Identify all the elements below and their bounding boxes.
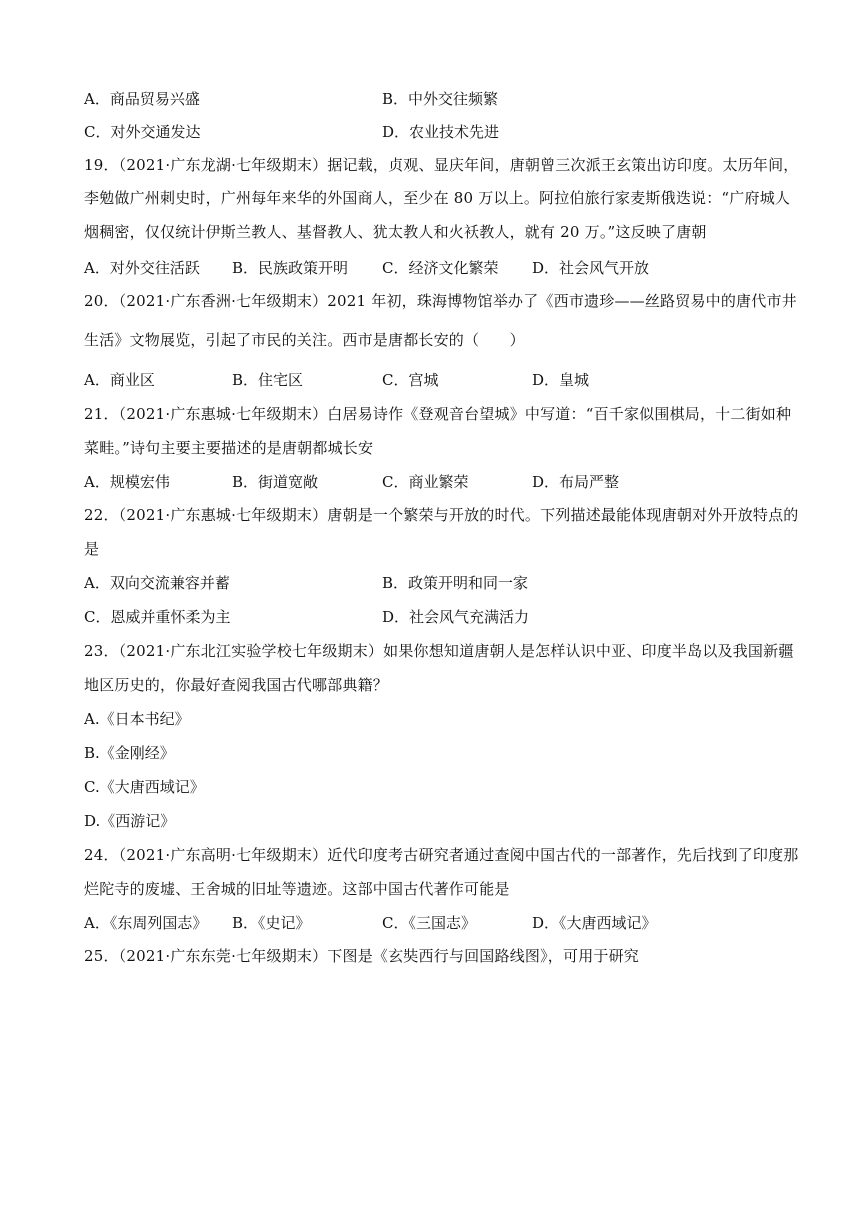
q18-option-b: B．中外交往频繁 bbox=[382, 90, 499, 108]
q24-stem-line1: 24．（2021·广东高明·七年级期末）近代印度考古研究者通过查阅中国古代的一部著作，先后找到了印度那 bbox=[84, 846, 799, 864]
q22-option-a: A．双向交流兼容并蓄 bbox=[84, 574, 230, 592]
q20-option-a: A．商业区 bbox=[84, 371, 155, 389]
q24-stem-line2: 烂陀寺的废墟、王舍城的旧址等遗迹。这部中国古代著作可能是 bbox=[84, 880, 510, 898]
q23-option-d: D.《西游记》 bbox=[84, 812, 176, 830]
q23-option-a: A.《日本书纪》 bbox=[84, 710, 190, 728]
q21-option-a: A．规模宏伟 bbox=[84, 473, 170, 491]
q21-stem-line2: 菜畦。”诗句主要主要描述的是唐朝都城长安 bbox=[84, 439, 374, 457]
q19-stem-line2: 李勉做广州刺史时，广州每年来华的外国商人，至少在 80 万以上。阿拉伯旅行家麦斯俄迭说：“广府城人 bbox=[84, 189, 791, 207]
q19-option-d: D．社会风气开放 bbox=[532, 259, 650, 277]
q24-option-a: A．《东周列国志》 bbox=[84, 914, 208, 932]
q18-option-a: A．商品贸易兴盛 bbox=[84, 90, 200, 108]
q25-stem-line1: 25．（2021·广东东莞·七年级期末）下图是《玄奘西行与回国路线图》，可用于研究 bbox=[84, 947, 640, 965]
q18-option-d: D．农业技术先进 bbox=[382, 123, 500, 141]
q24-option-c: C．《三国志》 bbox=[382, 914, 476, 932]
q23-stem-line1: 23．（2021·广东北江实验学校七年级期末）如果你想知道唐朝人是怎样认识中亚、印度半岛以及我国新疆 bbox=[84, 642, 794, 660]
q19-stem-line3: 烟稠密，仅仅统计伊斯兰教人、基督教人、犹太教人和火袄教人，就有 20 万。”这反映了唐朝 bbox=[84, 223, 707, 241]
q20-option-c: C．宫城 bbox=[382, 371, 439, 389]
q24-option-d: D．《大唐西域记》 bbox=[532, 914, 657, 932]
q20-option-b: B．住宅区 bbox=[232, 371, 304, 389]
q23-stem-line2: 地区历史的，你最好查阅我国古代哪部典籍？ bbox=[84, 676, 389, 694]
q20-option-d: D．皇城 bbox=[532, 371, 590, 389]
q22-option-c: C．恩威并重怀柔为主 bbox=[84, 608, 231, 626]
q23-option-c: C.《大唐西域记》 bbox=[84, 778, 205, 796]
q22-option-b: B．政策开明和同一家 bbox=[382, 574, 529, 592]
q21-stem-line1: 21．（2021·广东惠城·七年级期末）白居易诗作《登观音台望城》中写道：“百千家似围棋局，十二街如种 bbox=[84, 405, 792, 423]
q22-stem-line2: 是 bbox=[84, 540, 100, 558]
q19-stem-line1: 19．（2021·广东龙湖·七年级期末）据记载，贞观、显庆年间，唐朝曾三次派王玄策出访印度。太历年间， bbox=[84, 156, 799, 174]
q21-option-b: B．街道宽敞 bbox=[232, 473, 319, 491]
q21-option-c: C．商业繁荣 bbox=[382, 473, 469, 491]
q24-option-b: B．《史记》 bbox=[232, 914, 311, 932]
q22-stem-line1: 22．（2021·广东惠城·七年级期末）唐朝是一个繁荣与开放的时代。下列描述最能体现唐朝对外开放特点的 bbox=[84, 506, 799, 524]
q19-option-c: C．经济文化繁荣 bbox=[382, 259, 499, 277]
q20-stem-line2: 生活》文物展览，引起了市民的关注。西市是唐都长安的（ ） bbox=[84, 331, 525, 349]
q23-option-b: B.《金刚经》 bbox=[84, 744, 175, 762]
q22-option-d: D．社会风气充满活力 bbox=[382, 608, 530, 626]
q19-option-b: B．民族政策开明 bbox=[232, 259, 349, 277]
q20-stem-line1: 20．（2021·广东香洲·七年级期末）2021 年初，珠海博物馆举办了《西市遗珍——丝路贸易中的唐代市井 bbox=[84, 292, 797, 310]
q18-option-c: C．对外交通发达 bbox=[84, 123, 201, 141]
q21-option-d: D．布局严整 bbox=[532, 473, 620, 491]
q19-option-a: A．对外交往活跃 bbox=[84, 259, 200, 277]
